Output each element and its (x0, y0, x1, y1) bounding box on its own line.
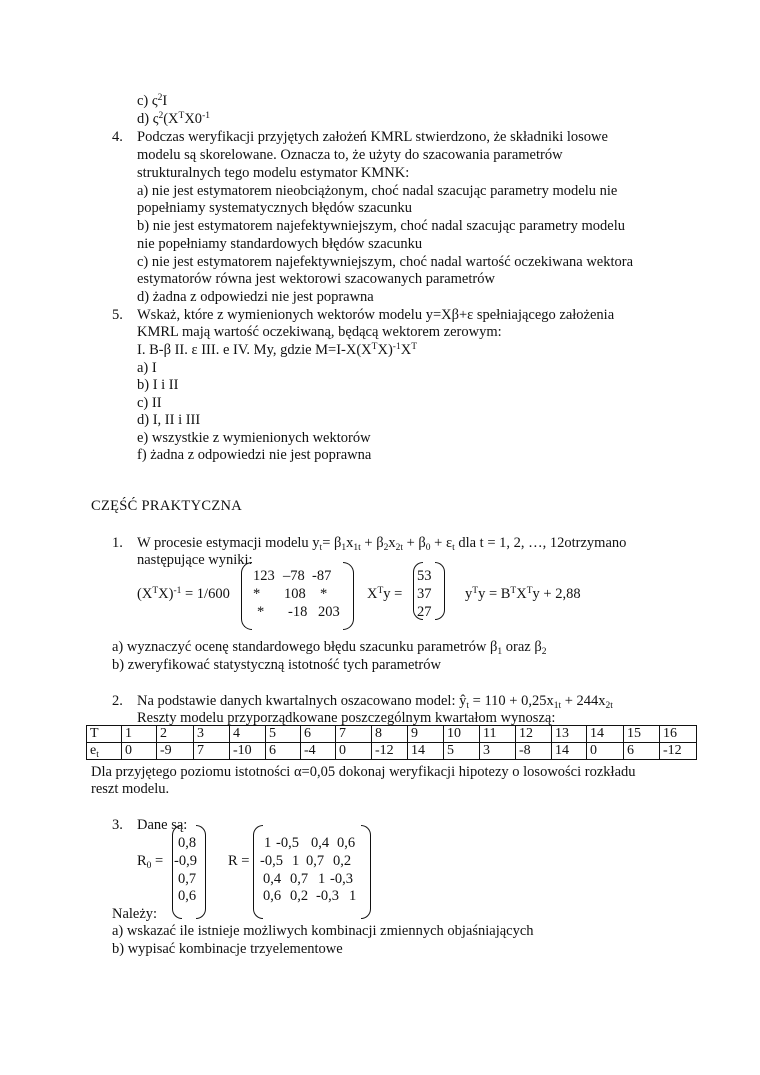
p1-xtx-inverse-label: $(X^TX)^{-1} = 1/600$ (137, 586, 230, 602)
p1-vector-cell: 37 (417, 586, 432, 602)
table-cell: -10 (230, 743, 266, 760)
table-cell: 7 (336, 726, 372, 743)
table-cell: 6 (301, 726, 336, 743)
r0-label: $R_0$ = (137, 853, 164, 871)
table-cell: 12 (516, 726, 552, 743)
p3-nalezy: Należy: (112, 906, 158, 922)
table-cell: 14 (552, 743, 587, 760)
r-cell: 0,2 (333, 853, 352, 869)
q4-option-c-cont: estymatorów równa jest wektorowi szacowanych parametrów (137, 271, 495, 287)
r-cell: -0,5 (276, 835, 299, 851)
table-cell: 9 (408, 726, 444, 743)
q5-number: 5. (112, 307, 123, 323)
q4-option-b: b) nie jest estymatorem najefektywniejszym, choć nadal szacując parametry modelu (137, 218, 625, 234)
p1-matrix-cell: * (253, 586, 261, 602)
r-cell: 0,7 (290, 871, 309, 887)
table-cell: 7 (194, 743, 230, 760)
table-cell: 3 (480, 743, 516, 760)
r-cell: 1 (264, 835, 272, 851)
r-cell: 0,6 (337, 835, 356, 851)
p1-model-line: W procesie estymacji modelu $y_t= \beta_1x_{1t} + \beta_2x_{2t} + \beta_0 + \varepsilon_t$ dla t = 1, 2, …, 12otrzymano (137, 535, 627, 553)
r-label: R = (228, 853, 250, 869)
p1-vector-cell: 53 (417, 568, 432, 584)
q4-option-c: c) nie jest estymatorem najefektywniejszym, choć nadal wartość oczekiwana wektora (137, 254, 634, 270)
q4-line: Podczas weryfikacji przyjętych założeń KMRL stwierdzono, że składniki losowe (137, 129, 608, 145)
p1-number: 1. (112, 535, 123, 551)
r-right-paren (361, 825, 371, 919)
matrix-right-paren (343, 562, 354, 630)
r-cell: -0,3 (316, 888, 339, 904)
table-cell: -4 (301, 743, 336, 760)
table-cell: 0 (336, 743, 372, 760)
r-left-paren (253, 825, 263, 919)
p1-matrix-cell: 108 (284, 586, 306, 602)
table-cell: 11 (480, 726, 516, 743)
table-cell: 5 (266, 726, 301, 743)
p2-instruction: Dla przyjętego poziomu istotności α=0,05 dokonaj weryfikacji hipotezy o losowości rozkładu (91, 764, 636, 780)
q5-option: d) I, II i III (137, 412, 201, 428)
option-c-sigma2-i: c) $\varsigma^2I$ (137, 93, 168, 109)
table-cell: 3 (194, 726, 230, 743)
table-cell: 15 (624, 726, 660, 743)
table-cell: 0 (122, 743, 157, 760)
p2-number: 2. (112, 693, 123, 709)
q4-line: strukturalnych tego modelu estymator KMNK: (137, 165, 410, 181)
p1-matrix-cell: -18 (288, 604, 308, 620)
r0-right-paren (196, 825, 206, 919)
p1-task-a: a) wyznaczyć ocenę standardowego błędu szacunku parametrów $\beta_1$ oraz $\beta_2$ (112, 639, 547, 657)
q5-option: b) I i II (137, 377, 179, 393)
r-cell: 0,4 (311, 835, 330, 851)
table-cell: -9 (157, 743, 194, 760)
r0-cell: 0,6 (178, 888, 197, 904)
r-cell: 1 (292, 853, 300, 869)
p2-model-line: Na podstawie danych kwartalnych oszacowano model: $ŷ_t = 110 + 0,25x_{1t} + 244x_{2t}$ (137, 693, 613, 711)
p1-matrix-cell: 123 (253, 568, 275, 584)
p1-matrix-cell: * (320, 586, 328, 602)
p2-instruction-cont: reszt modelu. (91, 781, 170, 797)
r-cell: 0,4 (263, 871, 282, 887)
q5-option: a) I (137, 360, 157, 376)
table-cell: 16 (660, 726, 697, 743)
q5-line: Wskaż, które z wymienionych wektorów modelu y=Xβ+ε spełniającego założenia (137, 307, 615, 323)
table-cell: 2 (157, 726, 194, 743)
section-title: CZĘŚĆ PRAKTYCZNA (91, 498, 243, 514)
r0-cell: 0,7 (178, 871, 197, 887)
table-cell: 0 (587, 743, 624, 760)
p1-matrix-cell: * (257, 604, 265, 620)
q5-line: KMRL mają wartość oczekiwaną, będącą wektorem zerowym: (137, 324, 502, 340)
r-cell: 0,7 (306, 853, 325, 869)
p3-task-b: b) wypisać kombinacje trzyelementowe (112, 941, 343, 957)
table-cell: 14 (587, 726, 624, 743)
p1-matrix-cell: -87 (312, 568, 332, 584)
q4-number: 4. (112, 129, 123, 145)
table-cell-header: $e_t$ (87, 743, 122, 760)
table-cell: -8 (516, 743, 552, 760)
table-row-t (87, 726, 697, 743)
table-cell: 14 (408, 743, 444, 760)
q5-vectors-list: I. B-β II. ε III. e IV. My, gdzie $M=I-X(X^TX)^{-1}X^T$ (137, 342, 417, 358)
option-d-sigma2-xtx: d) $\varsigma^2(X^TX0^{-1}$ (137, 111, 210, 127)
r0-cell: -0,9 (174, 853, 197, 869)
p1-yty-equation: $y^Ty = B^TX^Ty + 2,88$ (465, 586, 581, 602)
table-cell: 13 (552, 726, 587, 743)
q5-option: e) wszystkie z wymienionych wektorów (137, 430, 371, 446)
table-cell: -12 (372, 743, 408, 760)
q4-option-d: d) żadna z odpowiedzi nie jest poprawna (137, 289, 374, 305)
table-cell: 8 (372, 726, 408, 743)
p2-residuals-label: Reszty modelu przyporządkowane poszczególnym kwartałom wynoszą: (137, 710, 556, 726)
vector-right-paren (435, 562, 445, 620)
table-cell: -12 (660, 743, 697, 760)
p3-number: 3. (112, 817, 123, 833)
table-cell: 6 (624, 743, 660, 760)
p1-matrix-cell: –78 (283, 568, 305, 584)
r-cell: -0,3 (330, 871, 353, 887)
p3-task-a: a) wskazać ile istnieje możliwych kombinacji zmiennych objaśniających (112, 923, 534, 939)
q4-option-a-cont: popełniamy systematycznych błędów szacunku (137, 200, 413, 216)
p1-task-b: b) zweryfikować statystyczną istotność tych parametrów (112, 657, 441, 673)
q4-option-a: a) nie jest estymatorem nieobciążonym, choć nadal szacując parametry modelu nie (137, 183, 618, 199)
r-cell: 1 (349, 888, 357, 904)
table-cell: 5 (444, 743, 480, 760)
table-cell: 6 (266, 743, 301, 760)
table-cell: 1 (122, 726, 157, 743)
q4-line: modelu są skorelowane. Oznacza to, że użyty do szacowania parametrów (137, 147, 563, 163)
p3-title: Dane są: (137, 817, 188, 833)
table-cell-header: T (87, 726, 122, 743)
r0-cell: 0,8 (178, 835, 197, 851)
p1-matrix-cell: 203 (318, 604, 340, 620)
q5-option: c) II (137, 395, 162, 411)
table-row-e (87, 743, 697, 760)
r-cell: -0,5 (260, 853, 283, 869)
r-cell: 0,2 (290, 888, 309, 904)
p1-vector-cell: 27 (417, 604, 432, 620)
matrix-left-paren (241, 562, 252, 630)
q4-option-b-cont: nie popełniamy standardowych błędów szacunku (137, 236, 423, 252)
r-cell: 0,6 (263, 888, 282, 904)
q5-option: f) żadna z odpowiedzi nie jest poprawna (137, 447, 372, 463)
r-cell: 1 (318, 871, 326, 887)
p1-results-label: następujące wyniki: (137, 552, 253, 568)
p1-xty-label: $X^Ty$ = (367, 586, 403, 602)
table-cell: 10 (444, 726, 480, 743)
table-cell: 4 (230, 726, 266, 743)
residuals-table (86, 725, 697, 760)
